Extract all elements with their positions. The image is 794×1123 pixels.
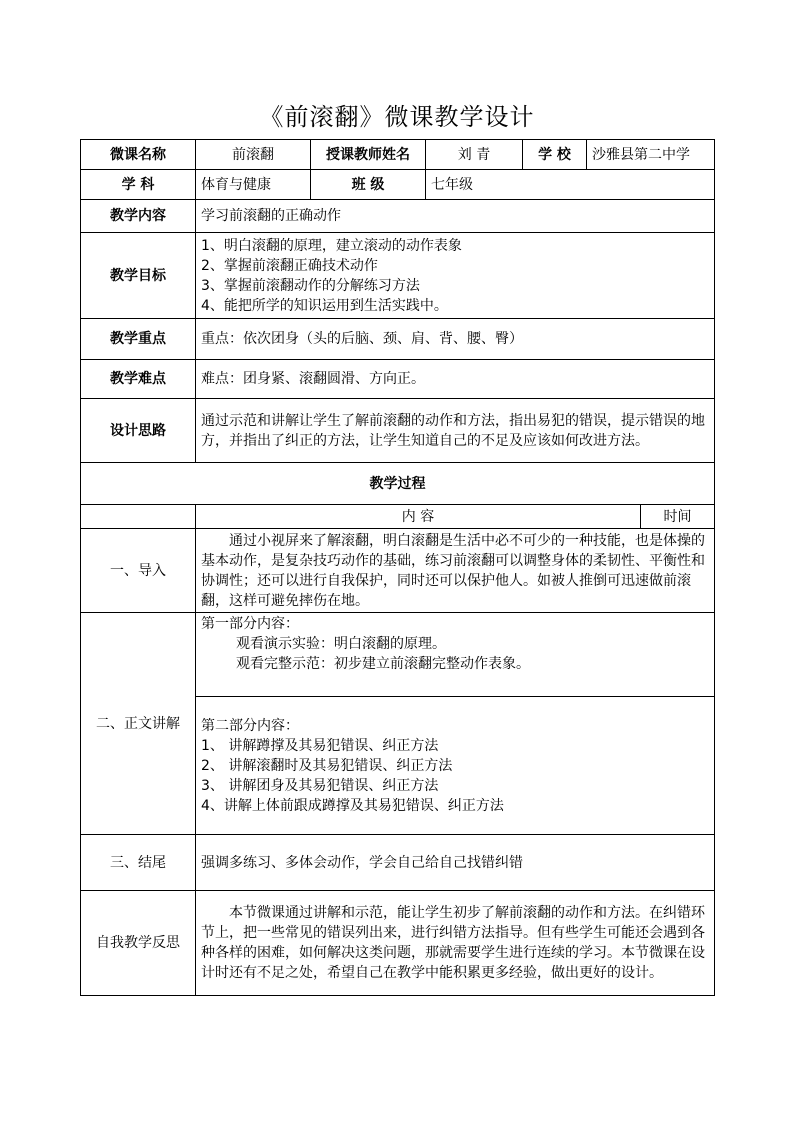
school-value: 沙雅县第二中学	[587, 140, 715, 170]
difficulties-row	[81, 360, 715, 399]
process-time-col: 时间	[641, 505, 715, 529]
reflection-label: 自我教学反思	[81, 891, 196, 996]
part1-item: 观看完整示范：初步建立前滚翻完整动作表象。	[236, 656, 530, 672]
intro-text: 通过小视屏来了解滚翻，明白滚翻是生活中必不可少的一种技能，也是体操的基本动作，是复杂技巧动作的基础，练习前滚翻可以调整身体的柔韧性、平衡性和协调性；还可以进行自我保护，同时还可以保护他人。如被人推倒可迅速做前滚翻，这样可避免摔伤在地。	[196, 529, 715, 613]
teacher-label: 授课教师姓名	[311, 140, 426, 170]
part2-item: 4、讲解上体前跟成蹲撑及其易犯错误、纠正方法	[201, 797, 504, 814]
part1-item: 观看演示实验：明白滚翻的原理。	[236, 636, 446, 652]
goals-list	[196, 233, 715, 319]
main-label: 二、正文讲解	[81, 613, 196, 835]
goal-item: 4、能把所学的知识运用到生活实践中。	[201, 297, 448, 314]
process-header: 教学过程	[81, 463, 715, 505]
reflection-row	[81, 891, 715, 996]
difficulties-text: 难点：团身紧、滚翻圆滑、方向正。	[196, 360, 715, 399]
process-empty-cell	[81, 505, 196, 529]
main-part1-row	[81, 613, 715, 697]
process-content-col: 内 容	[196, 505, 641, 529]
goal-item: 1、明白滚翻的原理，建立滚动的动作表象	[201, 237, 462, 254]
ending-row	[81, 835, 715, 891]
grade-label: 班 级	[311, 170, 426, 200]
content-label: 教学内容	[81, 200, 196, 233]
part2-item: 1、 讲解蹲撑及其易犯错误、纠正方法	[201, 737, 439, 754]
content-row	[81, 200, 715, 233]
info-row-2	[81, 170, 715, 200]
teacher-value: 刘 青	[426, 140, 523, 170]
intro-row	[81, 529, 715, 613]
part1-title: 第一部分内容：	[201, 616, 299, 632]
goals-row	[81, 233, 715, 319]
difficulties-label: 教学难点	[81, 360, 196, 399]
part2-title: 第二部分内容：	[201, 717, 299, 734]
subject-value: 体育与健康	[196, 170, 311, 200]
key-points-text: 重点：依次团身（头的后脑、颈、肩、背、腰、臀）	[196, 319, 715, 360]
goals-label: 教学目标	[81, 233, 196, 319]
ending-label: 三、结尾	[81, 835, 196, 891]
process-header-row	[81, 463, 715, 505]
subject-label: 学 科	[81, 170, 196, 200]
design-row	[81, 399, 715, 463]
key-points-row	[81, 319, 715, 360]
goal-item: 3、掌握前滚翻动作的分解练习方法	[201, 277, 420, 294]
design-text: 通过示范和讲解让学生了解前滚翻的动作和方法，指出易犯的错误，提示错误的地方，并指出了纠正的方法，让学生知道自己的不足及应该如何改进方法。	[196, 399, 715, 463]
info-row-1	[81, 140, 715, 170]
part2-item: 3、 讲解团身及其易犯错误、纠正方法	[201, 777, 439, 794]
content-text: 学习前滚翻的正确动作	[196, 200, 715, 233]
main-part2	[196, 697, 715, 835]
process-columns-row	[81, 505, 715, 529]
key-points-label: 教学重点	[81, 319, 196, 360]
main-part1	[196, 613, 715, 697]
school-label: 学 校	[523, 140, 587, 170]
page-title: 《前滚翻》微课教学设计	[259, 103, 535, 131]
goal-item: 2、掌握前滚翻正确技术动作	[201, 257, 378, 274]
intro-label: 一、导入	[81, 529, 196, 613]
ending-text: 强调多练习、多体会动作，学会自己给自己找错纠错	[196, 835, 715, 891]
course-name-label: 微课名称	[81, 140, 196, 170]
design-label: 设计思路	[81, 399, 196, 463]
part2-item: 2、 讲解滚翻时及其易犯错误、纠正方法	[201, 757, 453, 774]
reflection-text: 本节微课通过讲解和示范，能让学生初步了解前滚翻的动作和方法。在纠错环节上，把一些常见的错误列出来，进行纠错方法指导。但有些学生可能还会遇到各种各样的困难，如何解决这类问题，那就需要学生进行连续的学习。本节微课在设计时还有不足之处，希望自己在教学中能积累更多经验，做出更好的设计。	[196, 891, 715, 996]
course-name-value: 前滚翻	[196, 140, 311, 170]
grade-value: 七年级	[426, 170, 715, 200]
lesson-plan-table	[80, 139, 715, 996]
